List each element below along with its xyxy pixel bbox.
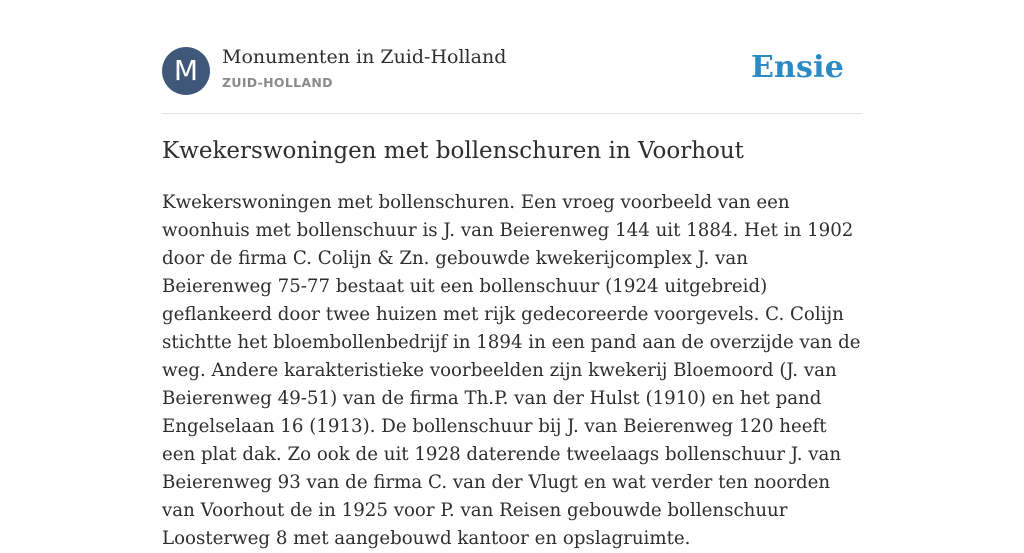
source-avatar[interactable]: M [162,47,210,95]
source-header [162,0,862,114]
article-title: Kwekerswoningen met bollenschuren in Voorhout [162,138,744,164]
source-region: ZUID-HOLLAND [222,75,333,90]
page-container [162,0,862,549]
article-body: Kwekerswoningen met bollenschuren. Een vroeg voorbeeld van een woonhuis met bollenschuur is J. van Beierenweg 144 uit 1884. Het in 1902 door de firma C. Colijn & Zn. gebouwde kwekerijcomplex J. van Beierenweg 75-77 bestaat uit een bollenschuur (1924 uitgebreid) geflankeerd door twee huizen met rijk gedecoreerde voorgevels. C. Colijn stichtte het bloembollenbedrijf in 1894 in een pand aan de overzijde van de weg. Andere karakteristieke voorbeelden zijn kwekerij Bloemoord (J. van Beierenweg 49-51) van de firma Th.P. van der Hulst (1910) en het pand Engelselaan 16 (1913). De bollenschuur bij J. van Beierenweg 120 heeft een plat dak. Zo ook de uit 1928 daterende tweelaags bollenschuur J. van Beierenweg 93 van de firma C. van der Vlugt en wat verder ten noorden van Voorhout de in 1925 voor P. van Reisen gebouwde bollenschuur Loosterweg 8 met aangebouwd kantoor en opslagruimte. [162,192,861,549]
source-title[interactable]: Monumenten in Zuid-Holland [222,46,507,68]
ensie-logo[interactable]: Ensie [750,50,844,85]
